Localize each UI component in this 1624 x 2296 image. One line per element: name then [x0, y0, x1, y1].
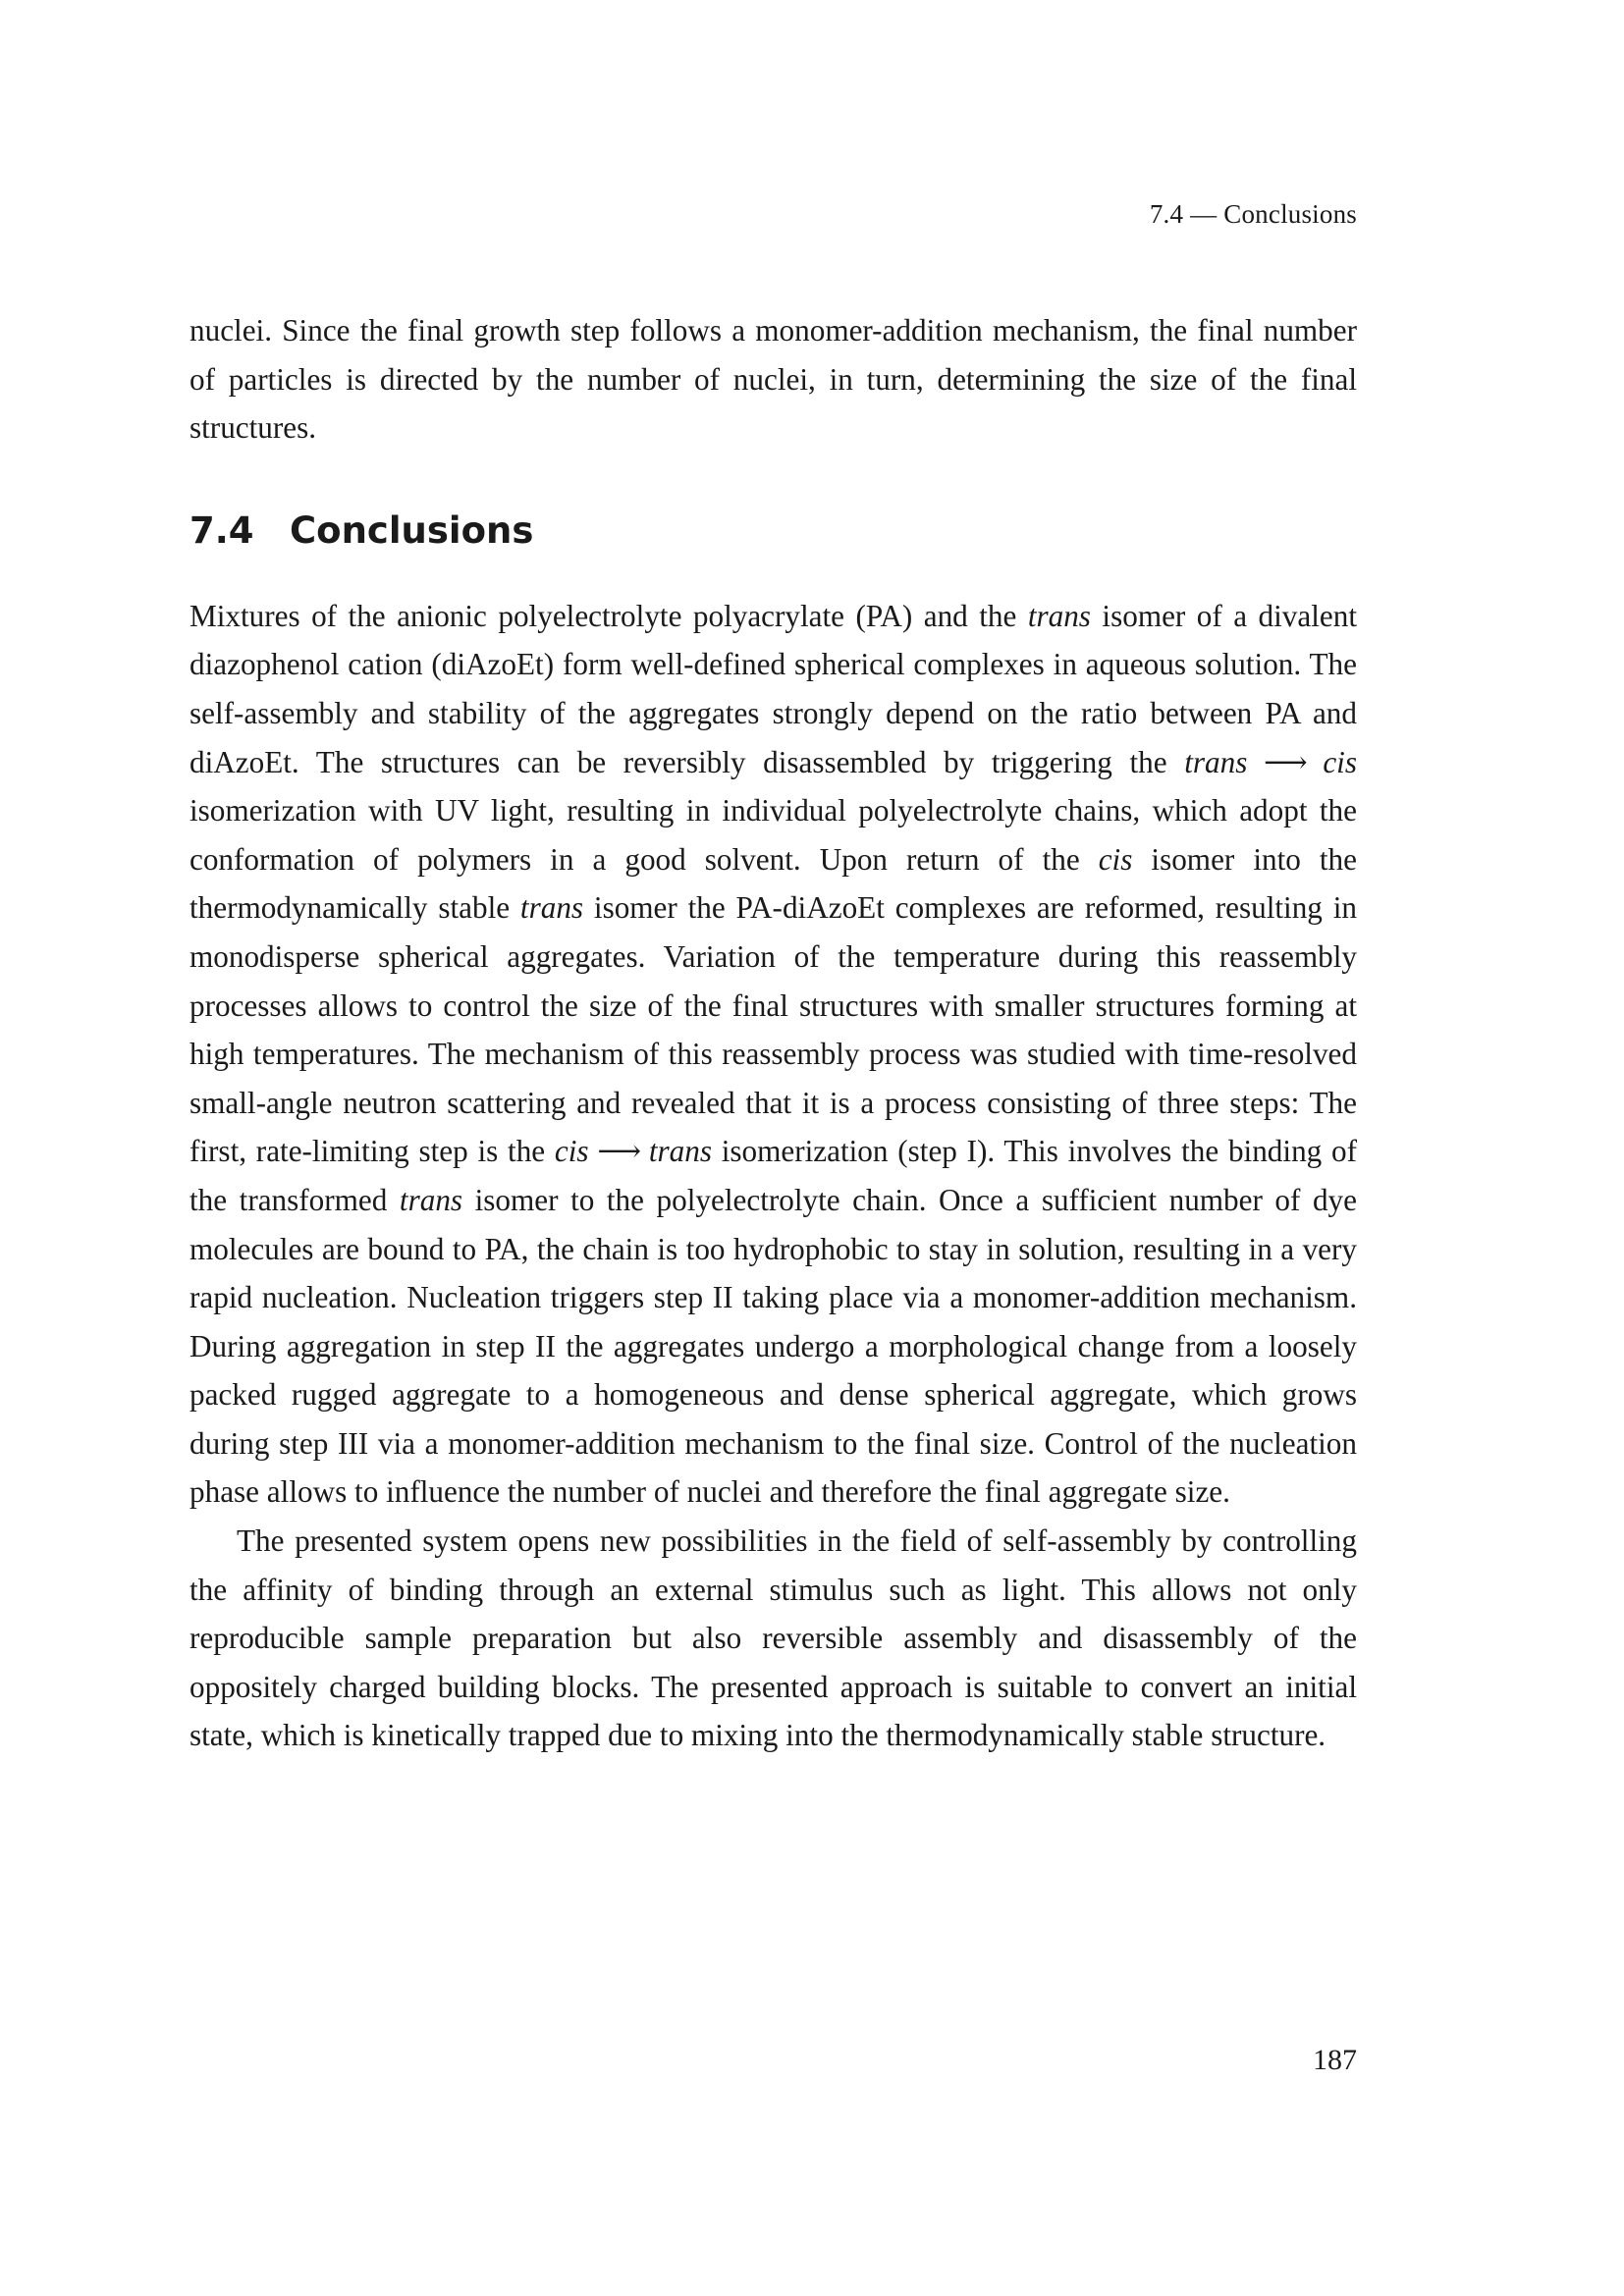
text-run: isomerization with UV light, resulting in individual polyelectrolyte chains, which adopt the conformation of polymers in a good solvent. Upon return of the [189, 793, 1357, 877]
text-run: isomerization (step I). This involves the binding of the transformed [189, 1134, 1357, 1217]
section-title: Conclusions [290, 508, 534, 552]
text-run: isomer into the thermodynamically stable [189, 841, 1357, 926]
italic-term: trans [648, 1134, 712, 1169]
running-head: 7.4 — Conclusions [1149, 199, 1357, 229]
text-run: isomer the PA-diAzoEt complexes are reformed, resulting in monodisperse spherical aggregates. Variation of the temperature during this reassembly processes allows to control the size of the final structures with smaller structures forming at high temperatures. The mechanism of this reassembly process was studied with time-resolved small-angle neutron scattering and revealed that it is a process consisting of three steps: The first, rate-limiting step is the [189, 890, 1357, 1169]
text-run: Mixtures of the anionic polyelectrolyte polyacrylate (PA) and the [189, 598, 1028, 633]
section-heading [189, 507, 1357, 555]
italic-term: trans [399, 1182, 463, 1217]
italic-term: cis [1323, 744, 1357, 779]
main-text [189, 306, 1357, 1760]
text-run: isomer to the polyelectrolyte chain. Once a sufficient number of dye molecules are bound to PA, the chain is too hydrophobic to stay in solution, resulting in a very rapid nucleation. Nucleation triggers step II taking place via a monomer-addition mechanism. During aggregation in step II the aggregates undergo a morphological change from a loosely packed rugged aggregate to a homogeneous and dense spherical aggregate, which grows during step III via a monomer-addition mechanism to the final size. Control of the nucleation phase allows to influence the number of nuclei and therefore the final aggregate size. [189, 1182, 1357, 1510]
right-arrow-symbol: ⟶ [588, 1134, 649, 1169]
text-run: isomer of a divalent diazophenol cation (diAzoEt) form well-defined spherical complexes in aqueous solution. The self-assembly and stability of the aggregates strongly depend on the ratio between PA and diAzoEt. The structures can be reversibly disassembled by triggering the [189, 598, 1357, 779]
italic-term: trans [1027, 598, 1091, 633]
carryover-paragraph: nuclei. Since the final growth step follows a monomer-addition mechanism, the final number of particles is directed by the number of nuclei, in turn, determining the size of the final structures. [189, 313, 1357, 446]
italic-term: trans [1184, 744, 1248, 779]
italic-term: cis [1098, 841, 1133, 877]
section-number: 7.4 [189, 508, 254, 552]
italic-term: cis [554, 1134, 589, 1169]
right-arrow-symbol: ⟶ [1247, 744, 1324, 779]
conclusions-paragraph-2: The presented system opens new possibilities in the field of self-assembly by controlling the affinity of binding through an external stimulus such as light. This allows not only reproducible sample preparation but also reversible assembly and disassembly of the oppositely charged building blocks. The presented approach is suitable to convert an initial state, which is kinetically trapped due to mixing into the thermodynamically stable structure. [189, 1523, 1357, 1753]
page-number: 187 [1313, 2044, 1357, 2076]
italic-term: trans [519, 890, 584, 926]
conclusions-paragraph-1 [189, 592, 1357, 1517]
